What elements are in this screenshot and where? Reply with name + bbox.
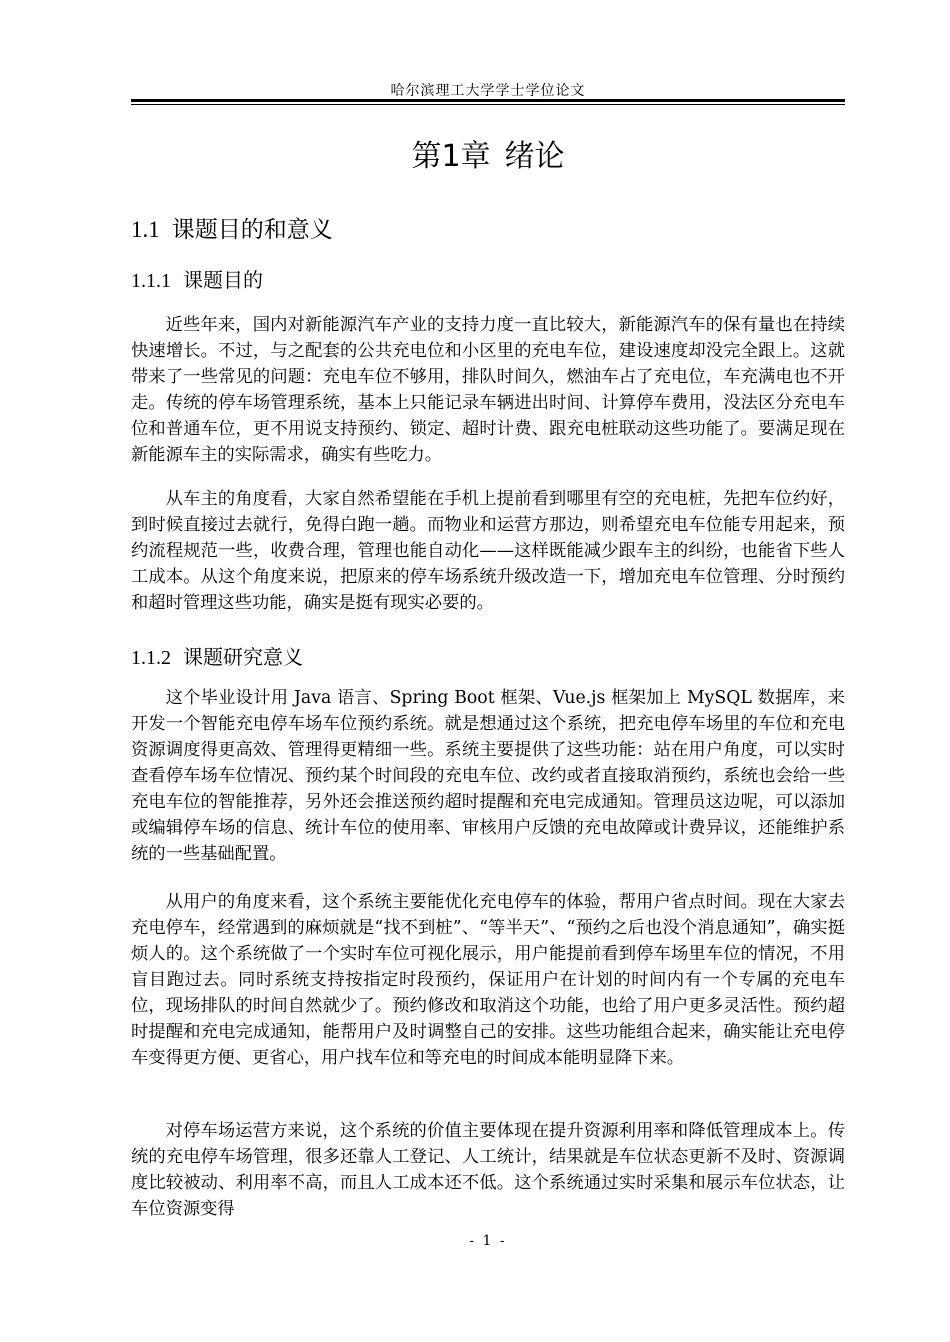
header-rule-thick bbox=[131, 99, 845, 102]
section-heading-1-1 bbox=[131, 211, 333, 244]
running-header: 哈尔滨理工大学学士学位论文 bbox=[390, 83, 586, 99]
chapter-title bbox=[131, 131, 845, 175]
paragraph: 从用户的角度来看，这个系统主要能优化充电停车的体验，帮用户省点时间。现在大家去充电停车，经常遇到的麻烦就是“找不到桩”、“等半天”、“预约之后也没个消息通知”，确实挺烦人的。这个系统做了一个实时车位可视化展示，用户能提前看到停车场里车位的情况，不用盲目跑过去。同时系统支持按指定时段预约，保证用户在计划的时间内有一个专属的充电车位，现场排队的时间自然就少了。预约修改和取消这个功能，也给了用户更多灵活性。预约超时提醒和充电完成通知，能帮用户及时调整自己的安排。这些功能组合起来，确实能让充电停车变得更方便、更省心，用户找车位和等充电的时间成本能明显降下来。 bbox=[131, 892, 845, 1068]
subsection-heading-1-1-1 bbox=[131, 264, 263, 293]
subsection-heading-1-1-2 bbox=[131, 641, 303, 670]
paragraph: 这个毕业设计用 Java 语言、Spring Boot 框架、Vue.js 框架加上 MySQL 数据库，来开发一个智能充电停车场车位预约系统。就是想通过这个系统，把充电停车场里的车位和充电资源调度得更高效、管理得更精细一些。系统主要提供了这些功能：站在用户角度，可以实时查看停车场车位情况、预约某个时间段的充电车位、改约或者直接取消预约，系统也会给一些充电车位的智能推荐，另外还会推送预约超时提醒和充电完成通知。管理员这边呢，可以添加或编辑停车场的信息、统计车位的使用率、审核用户反馈的充电故障或计费异议，还能维护系统的一些基础配置。 bbox=[131, 688, 845, 864]
chapter-name: 绪论 bbox=[504, 139, 565, 174]
section-number: 1.1 bbox=[131, 217, 160, 242]
header-rule-thin bbox=[131, 104, 845, 105]
subsection-number: 1.1.2 bbox=[131, 647, 171, 669]
subsection-title: 课题研究意义 bbox=[183, 645, 303, 669]
section-title: 课题目的和意义 bbox=[171, 217, 333, 243]
subsection-title: 课题目的 bbox=[183, 268, 263, 292]
page-number: - 1 - bbox=[469, 1233, 507, 1249]
paragraph: 近些年来，国内对新能源汽车产业的支持力度一直比较大，新能源汽车的保有量也在持续快速增长。不过，与之配套的公共充电位和小区里的充电车位，建设速度却没完全跟上。这就带来了一些常见的问题：充电车位不够用，排队时间久，燃油车占了充电位，车充满电也不开走。传统的停车场管理系统，基本上只能记录车辆进出时间、计算停车费用，没法区分充电车位和普通车位，更不用说支持预约、锁定、超时计费、跟充电桩联动这些功能了。要满足现在新能源车主的实际需求，确实有些吃力。 bbox=[131, 315, 845, 465]
paragraph: 对停车场运营方来说，这个系统的价值主要体现在提升资源利用率和降低管理成本上。传统的充电停车场管理，很多还靠人工登记、人工统计，结果就是车位状态更新不及时、资源调度比较被动、利用率不高，而且人工成本还不低。这个系统通过实时采集和展示车位状态，让车位资源变得 bbox=[131, 1121, 845, 1219]
chapter-number: 第1章 bbox=[411, 139, 491, 174]
subsection-number: 1.1.1 bbox=[131, 270, 171, 292]
paragraph: 从车主的角度看，大家自然希望能在手机上提前看到哪里有空的充电桩，先把车位约好，到时候直接过去就行，免得白跑一趟。而物业和运营方那边，则希望充电车位能专用起来，预约流程规范一些，收费合理，管理也能自动化——这样既能减少跟车主的纠纷，也能省下些人工成本。从这个角度来说，把原来的停车场系统升级改造一下，增加充电车位管理、分时预约和超时管理这些功能，确实是挺有现实必要的。 bbox=[131, 489, 845, 613]
